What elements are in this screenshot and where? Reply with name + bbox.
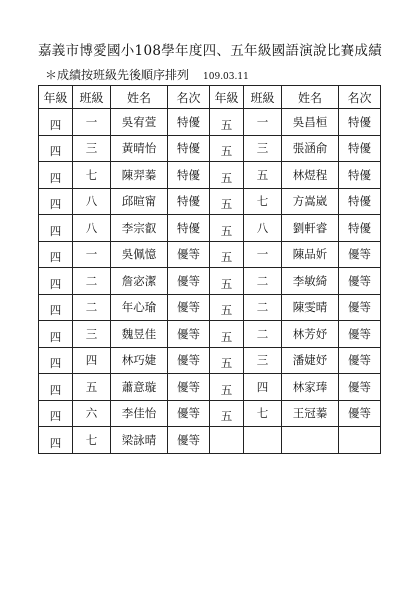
cell-student-name: 梁詠晴 bbox=[111, 427, 168, 454]
grade-label: 五 bbox=[220, 144, 233, 159]
cell-class: 一 bbox=[73, 241, 111, 268]
cell-student-name: 邱暄甯 bbox=[111, 188, 168, 215]
cell-student-name: 李佳怡 bbox=[111, 400, 168, 427]
cell-class: 七 bbox=[244, 400, 282, 427]
grade-label: 五 bbox=[220, 356, 233, 371]
table-row bbox=[39, 347, 381, 374]
cell-class: 八 bbox=[73, 215, 111, 242]
cell-class: 三 bbox=[244, 347, 282, 374]
results-table bbox=[38, 85, 381, 454]
cell-student-name: 張涵俞 bbox=[282, 135, 339, 162]
cell-grade bbox=[210, 162, 244, 189]
grade-label: 五 bbox=[220, 276, 233, 291]
cell-grade bbox=[210, 400, 244, 427]
cell-rank: 特優 bbox=[168, 215, 210, 242]
grade-label: 五 bbox=[220, 409, 233, 424]
header-row bbox=[39, 86, 381, 109]
cell-rank: 特優 bbox=[168, 109, 210, 136]
cell-grade bbox=[210, 109, 244, 136]
table-row bbox=[39, 109, 381, 136]
cell-student-name: 陳羿蓁 bbox=[111, 162, 168, 189]
table-row bbox=[39, 241, 381, 268]
cell-rank: 特優 bbox=[168, 188, 210, 215]
header-class: 班級 bbox=[244, 86, 282, 109]
table-row bbox=[39, 427, 381, 454]
cell-rank: 優等 bbox=[168, 427, 210, 454]
header-class: 班級 bbox=[73, 86, 111, 109]
header-grade: 年級 bbox=[210, 86, 244, 109]
table-row bbox=[39, 188, 381, 215]
cell-class bbox=[244, 427, 282, 454]
cell-student-name: 林家琫 bbox=[282, 374, 339, 401]
cell-rank: 優等 bbox=[339, 294, 381, 321]
table-row bbox=[39, 321, 381, 348]
cell-rank: 優等 bbox=[168, 268, 210, 295]
grade-label: 四 bbox=[49, 117, 62, 132]
cell-class: 三 bbox=[244, 135, 282, 162]
cell-grade bbox=[39, 162, 73, 189]
cell-rank: 特優 bbox=[168, 135, 210, 162]
grade-label: 四 bbox=[49, 329, 62, 344]
cell-grade bbox=[39, 321, 73, 348]
cell-grade bbox=[210, 347, 244, 374]
cell-grade bbox=[210, 135, 244, 162]
grade-label: 五 bbox=[220, 223, 233, 238]
cell-class: 三 bbox=[73, 321, 111, 348]
grade-label: 五 bbox=[220, 197, 233, 212]
cell-rank: 優等 bbox=[339, 321, 381, 348]
cell-rank: 優等 bbox=[168, 400, 210, 427]
grade-label: 四 bbox=[49, 303, 62, 318]
document-title: 嘉義市博愛國小108學年度四、五年級國語演說比賽成績 bbox=[37, 43, 383, 59]
table-row bbox=[39, 162, 381, 189]
cell-student-name: 林芳妤 bbox=[282, 321, 339, 348]
cell-class: 七 bbox=[73, 162, 111, 189]
cell-class: 四 bbox=[244, 374, 282, 401]
cell-grade bbox=[39, 241, 73, 268]
cell-grade bbox=[39, 400, 73, 427]
cell-grade bbox=[39, 347, 73, 374]
grade-label: 四 bbox=[49, 356, 62, 371]
cell-grade bbox=[39, 374, 73, 401]
grade-label: 四 bbox=[49, 382, 62, 397]
cell-grade bbox=[210, 427, 244, 454]
cell-rank: 優等 bbox=[339, 374, 381, 401]
cell-class: 二 bbox=[73, 268, 111, 295]
document-date: 109.03.11 bbox=[203, 72, 249, 82]
cell-student-name: 魏昱佳 bbox=[111, 321, 168, 348]
cell-grade bbox=[210, 268, 244, 295]
cell-class: 五 bbox=[244, 162, 282, 189]
cell-rank: 優等 bbox=[339, 268, 381, 295]
grade-label: 五 bbox=[220, 170, 233, 185]
cell-student-name: 吳佩憶 bbox=[111, 241, 168, 268]
table-row bbox=[39, 374, 381, 401]
cell-grade bbox=[39, 109, 73, 136]
cell-grade bbox=[39, 135, 73, 162]
grade-label: 四 bbox=[49, 197, 62, 212]
cell-class: 七 bbox=[244, 188, 282, 215]
cell-class: 四 bbox=[73, 347, 111, 374]
cell-rank: 特優 bbox=[339, 215, 381, 242]
cell-student-name: 年心瑜 bbox=[111, 294, 168, 321]
cell-student-name: 陳品妡 bbox=[282, 241, 339, 268]
cell-rank: 優等 bbox=[168, 241, 210, 268]
cell-class: 三 bbox=[73, 135, 111, 162]
grade-label: 五 bbox=[220, 329, 233, 344]
header-rank: 名次 bbox=[339, 86, 381, 109]
grade-label: 五 bbox=[220, 382, 233, 397]
grade-label: 五 bbox=[220, 250, 233, 265]
header-name: 姓名 bbox=[282, 86, 339, 109]
cell-rank: 特優 bbox=[339, 188, 381, 215]
cell-class: 二 bbox=[73, 294, 111, 321]
cell-class: 六 bbox=[73, 400, 111, 427]
cell-rank: 特優 bbox=[339, 135, 381, 162]
cell-student-name: 潘婕妤 bbox=[282, 347, 339, 374]
table-row bbox=[39, 294, 381, 321]
cell-rank: 優等 bbox=[339, 400, 381, 427]
cell-grade bbox=[210, 241, 244, 268]
cell-grade bbox=[210, 321, 244, 348]
cell-rank: 優等 bbox=[339, 241, 381, 268]
table-row bbox=[39, 400, 381, 427]
cell-grade bbox=[39, 294, 73, 321]
cell-rank: 優等 bbox=[339, 347, 381, 374]
cell-grade bbox=[39, 188, 73, 215]
grade-label: 四 bbox=[49, 223, 62, 238]
grade-label: 四 bbox=[49, 144, 62, 159]
grade-label: 四 bbox=[49, 276, 62, 291]
grade-label: 四 bbox=[49, 250, 62, 265]
grade-label: 五 bbox=[220, 117, 233, 132]
grade-label: 四 bbox=[49, 435, 62, 450]
cell-student-name: 林巧婕 bbox=[111, 347, 168, 374]
cell-class: 二 bbox=[244, 294, 282, 321]
sort-note: ＊成績按班級先後順序排列 bbox=[45, 68, 190, 82]
header-name: 姓名 bbox=[111, 86, 168, 109]
cell-class: 一 bbox=[244, 241, 282, 268]
cell-student-name: 陳雯晴 bbox=[282, 294, 339, 321]
cell-rank: 優等 bbox=[168, 347, 210, 374]
cell-grade bbox=[210, 374, 244, 401]
cell-student-name: 蕭意璇 bbox=[111, 374, 168, 401]
cell-class: 二 bbox=[244, 321, 282, 348]
cell-grade bbox=[39, 427, 73, 454]
cell-student-name: 王冠蓁 bbox=[282, 400, 339, 427]
cell-rank: 優等 bbox=[168, 374, 210, 401]
cell-class: 八 bbox=[244, 215, 282, 242]
cell-class: 一 bbox=[73, 109, 111, 136]
grade-label: 五 bbox=[220, 303, 233, 318]
cell-grade bbox=[210, 215, 244, 242]
cell-student-name: 黃晴怡 bbox=[111, 135, 168, 162]
header-rank: 名次 bbox=[168, 86, 210, 109]
cell-student-name: 林煜程 bbox=[282, 162, 339, 189]
cell-student-name bbox=[282, 427, 339, 454]
cell-student-name: 李敏綺 bbox=[282, 268, 339, 295]
cell-grade bbox=[210, 294, 244, 321]
cell-rank: 優等 bbox=[168, 321, 210, 348]
cell-rank bbox=[339, 427, 381, 454]
grade-label: 四 bbox=[49, 170, 62, 185]
cell-grade bbox=[39, 215, 73, 242]
cell-student-name: 李宗叡 bbox=[111, 215, 168, 242]
cell-student-name: 方嵩崴 bbox=[282, 188, 339, 215]
cell-class: 七 bbox=[73, 427, 111, 454]
cell-rank: 特優 bbox=[339, 109, 381, 136]
cell-class: 八 bbox=[73, 188, 111, 215]
cell-class: 二 bbox=[244, 268, 282, 295]
cell-rank: 優等 bbox=[168, 294, 210, 321]
cell-student-name: 吳宥萱 bbox=[111, 109, 168, 136]
cell-rank: 特優 bbox=[339, 162, 381, 189]
table-row bbox=[39, 135, 381, 162]
header-grade: 年級 bbox=[39, 86, 73, 109]
cell-class: 一 bbox=[244, 109, 282, 136]
cell-student-name: 吳昌桓 bbox=[282, 109, 339, 136]
table-row bbox=[39, 268, 381, 295]
cell-student-name: 詹宓潔 bbox=[111, 268, 168, 295]
cell-grade bbox=[210, 188, 244, 215]
grade-label: 四 bbox=[49, 409, 62, 424]
cell-rank: 特優 bbox=[168, 162, 210, 189]
cell-class: 五 bbox=[73, 374, 111, 401]
document-subtitle bbox=[45, 66, 249, 83]
table-row bbox=[39, 215, 381, 242]
cell-student-name: 劉軒睿 bbox=[282, 215, 339, 242]
cell-grade bbox=[39, 268, 73, 295]
